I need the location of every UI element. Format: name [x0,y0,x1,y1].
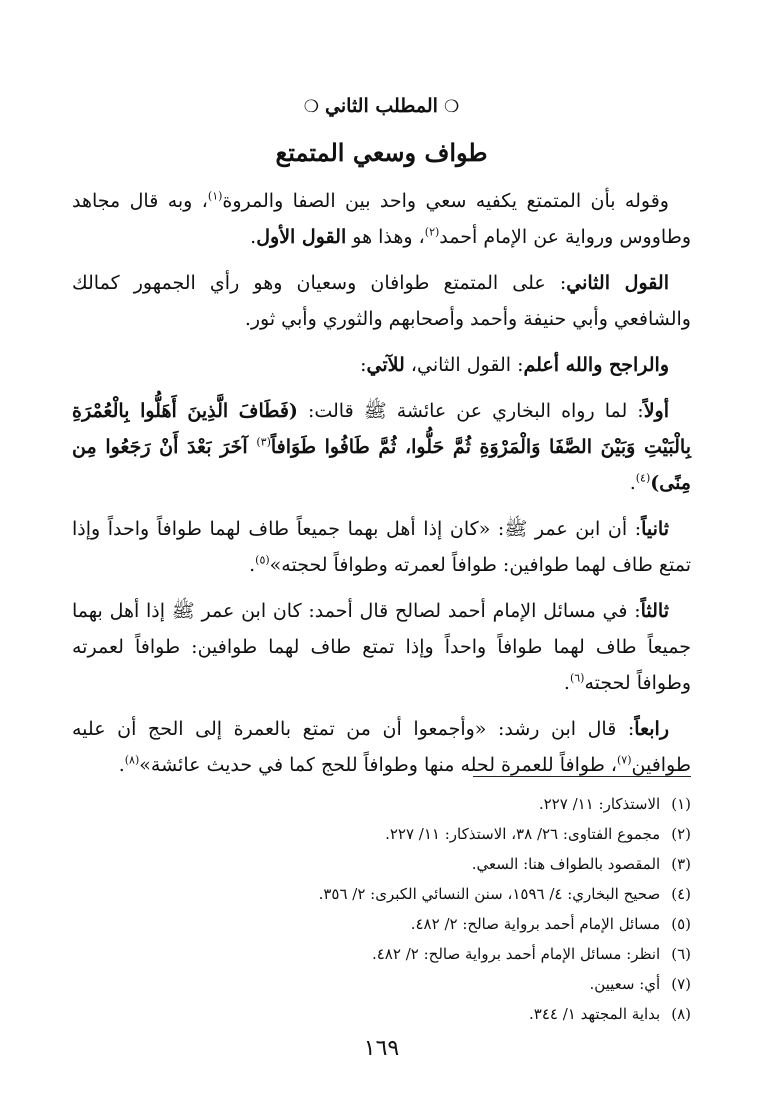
footnote-text: انظر: مسائل الإمام أحمد برواية صالح: ٢/ ٤٨٢. [371,945,661,963]
bold-term: أولاً [643,400,669,422]
footnote-ref: (٧) [616,753,632,767]
footnote-ref: (٢) [424,225,440,239]
bold-term: ثالثاً [640,600,669,622]
footnote-item [72,879,691,909]
section-label-text: المطلب الثاني [325,95,438,117]
footnote-ref: (١) [207,189,223,203]
footnote-list [72,789,691,1029]
footnote-text: أي: سعيين. [589,975,661,993]
paragraph-text: : قال ابن رشد: «وأجمعوا أن من تمتع بالعمرة إلى الحج أن عليه طوافين [72,718,691,776]
footnote-text: بداية المجتهد ١/ ٣٤٤. [529,1005,661,1023]
footnote-ref: (٤) [635,471,651,485]
bold-term: القول الثاني [566,272,669,294]
paragraph-text: : على المتمتع طوافان وسعيان وهو رأي الجمهور كمالك والشافعي وأبي حنيفة وأحمد وأصحابهم والثوري وأبي ثور. [72,272,691,330]
footnote-text: صحيح البخاري: ٤/ ١٥٩٦، سنن النسائي الكبرى: ٢/ ٣٥٦. [318,885,661,903]
paragraph-4 [72,393,691,501]
footnote-ref: (٥) [255,553,270,567]
paragraph-text: . [250,226,257,248]
page-number: ١٦٩ [363,1036,400,1061]
hadith-quote: (فَطَافَ الَّذِينَ أَهَلُّوا بِالْعُمْرَةِ بِالْبَيْتِ وَبَيْنَ الصَّفَا وَالْمَرْوَةِ ثُمَّ حَلُّوا، ثُمَّ طَافُوا طَوَافاً [72,400,691,458]
ornament-circle-icon: ❍ [303,97,320,117]
footnotes-section [72,776,691,1029]
paragraph-text: : أن ابن عمر ﷺ: «كان إذا أهل بهما جميعاً طاف لهما طوافاً واحداً وإذا تمتع طاف لهما طوافين: طوافاً لعمرته وطوافاً لحجته» [72,518,691,576]
paragraph-text: : لما رواه البخاري عن عائشة ﷺ قالت: [297,400,644,422]
paragraph-text: . [249,554,256,576]
paragraph-text: ، طوافاً للعمرة لحله منها وطوافاً للحج كما في حديث عائشة» [139,754,617,776]
footnote-text: المقصود بالطواف هنا: السعي. [471,855,661,873]
paragraph-2 [72,265,691,337]
footnote-ref: (٣) [256,435,271,449]
bold-term: والراجح والله أعلم [523,354,669,376]
footnote-number: (٦) [671,945,691,963]
paragraph-5 [72,511,691,583]
footnote-number: (٢) [671,825,691,843]
paragraph-text: . [629,472,636,494]
paragraph-text: ، وهذا هو [346,226,425,248]
main-content [72,90,691,793]
hadith-quote: آخَرَ بَعْدَ أَنْ رَجَعُوا مِن مِنًى) [72,436,691,494]
footnote-item [72,849,691,879]
footnote-item [72,789,691,819]
paragraph-text: : القول الثاني، [404,354,524,376]
footnote-item [72,909,691,939]
footnote-divider [473,776,691,777]
paragraph-1 [72,183,691,255]
bold-term: القول الأول [256,226,347,248]
paragraph-text: وقوله بأن المتمتع يكفيه سعي واحد بين الصفا والمروة [222,190,669,212]
footnote-text: الاستذكار: ١١/ ٢٢٧. [538,795,661,813]
footnote-ref: (٦) [569,671,585,685]
footnote-text: مسائل الإمام أحمد برواية صالح: ٢/ ٤٨٢. [410,915,661,933]
footnote-number: (٣) [671,855,691,873]
footnote-number: (٥) [671,915,691,933]
paragraph-6 [72,593,691,701]
footnote-number: (١) [671,795,691,813]
bold-term: للآتي [366,354,405,376]
footnote-number: (٤) [671,885,691,903]
footnote-ref: (٨) [124,753,140,767]
footnote-item [72,939,691,969]
bold-term: ثانياً [641,518,669,540]
section-label [72,90,691,123]
footnote-item [72,999,691,1029]
footnote-text: مجموع الفتاوى: ٢٦/ ٣٨، الاستذكار: ١١/ ٢٢٧. [385,825,661,843]
paragraph-text: . [118,754,125,776]
footnote-number: (٧) [671,975,691,993]
paragraph-text: : [360,354,367,376]
paragraph-text: : في مسائل الإمام أحمد لصالح قال أحمد: كان ابن عمر ﷺ إذا أهل بهما جميعاً طاف لهما طوافاً واحداً وإذا تمتع طاف لهما طوافين: طوافاً لعمرته وطوافاً لحجته [72,600,691,694]
paragraph-text: ، وبه قال مجاهد وطاووس ورواية عن الإمام أحمد [72,190,691,248]
paragraph-7 [72,711,691,783]
paragraph-text: . [563,672,570,694]
ornament-circle-icon: ❍ [443,97,460,117]
paragraph-3 [72,347,691,383]
bold-term: رابعاً [634,718,669,740]
footnote-number: (٨) [671,1005,691,1023]
page-title: طواف وسعي المتمتع [275,138,488,167]
footnote-item [72,969,691,999]
footnote-item [72,819,691,849]
